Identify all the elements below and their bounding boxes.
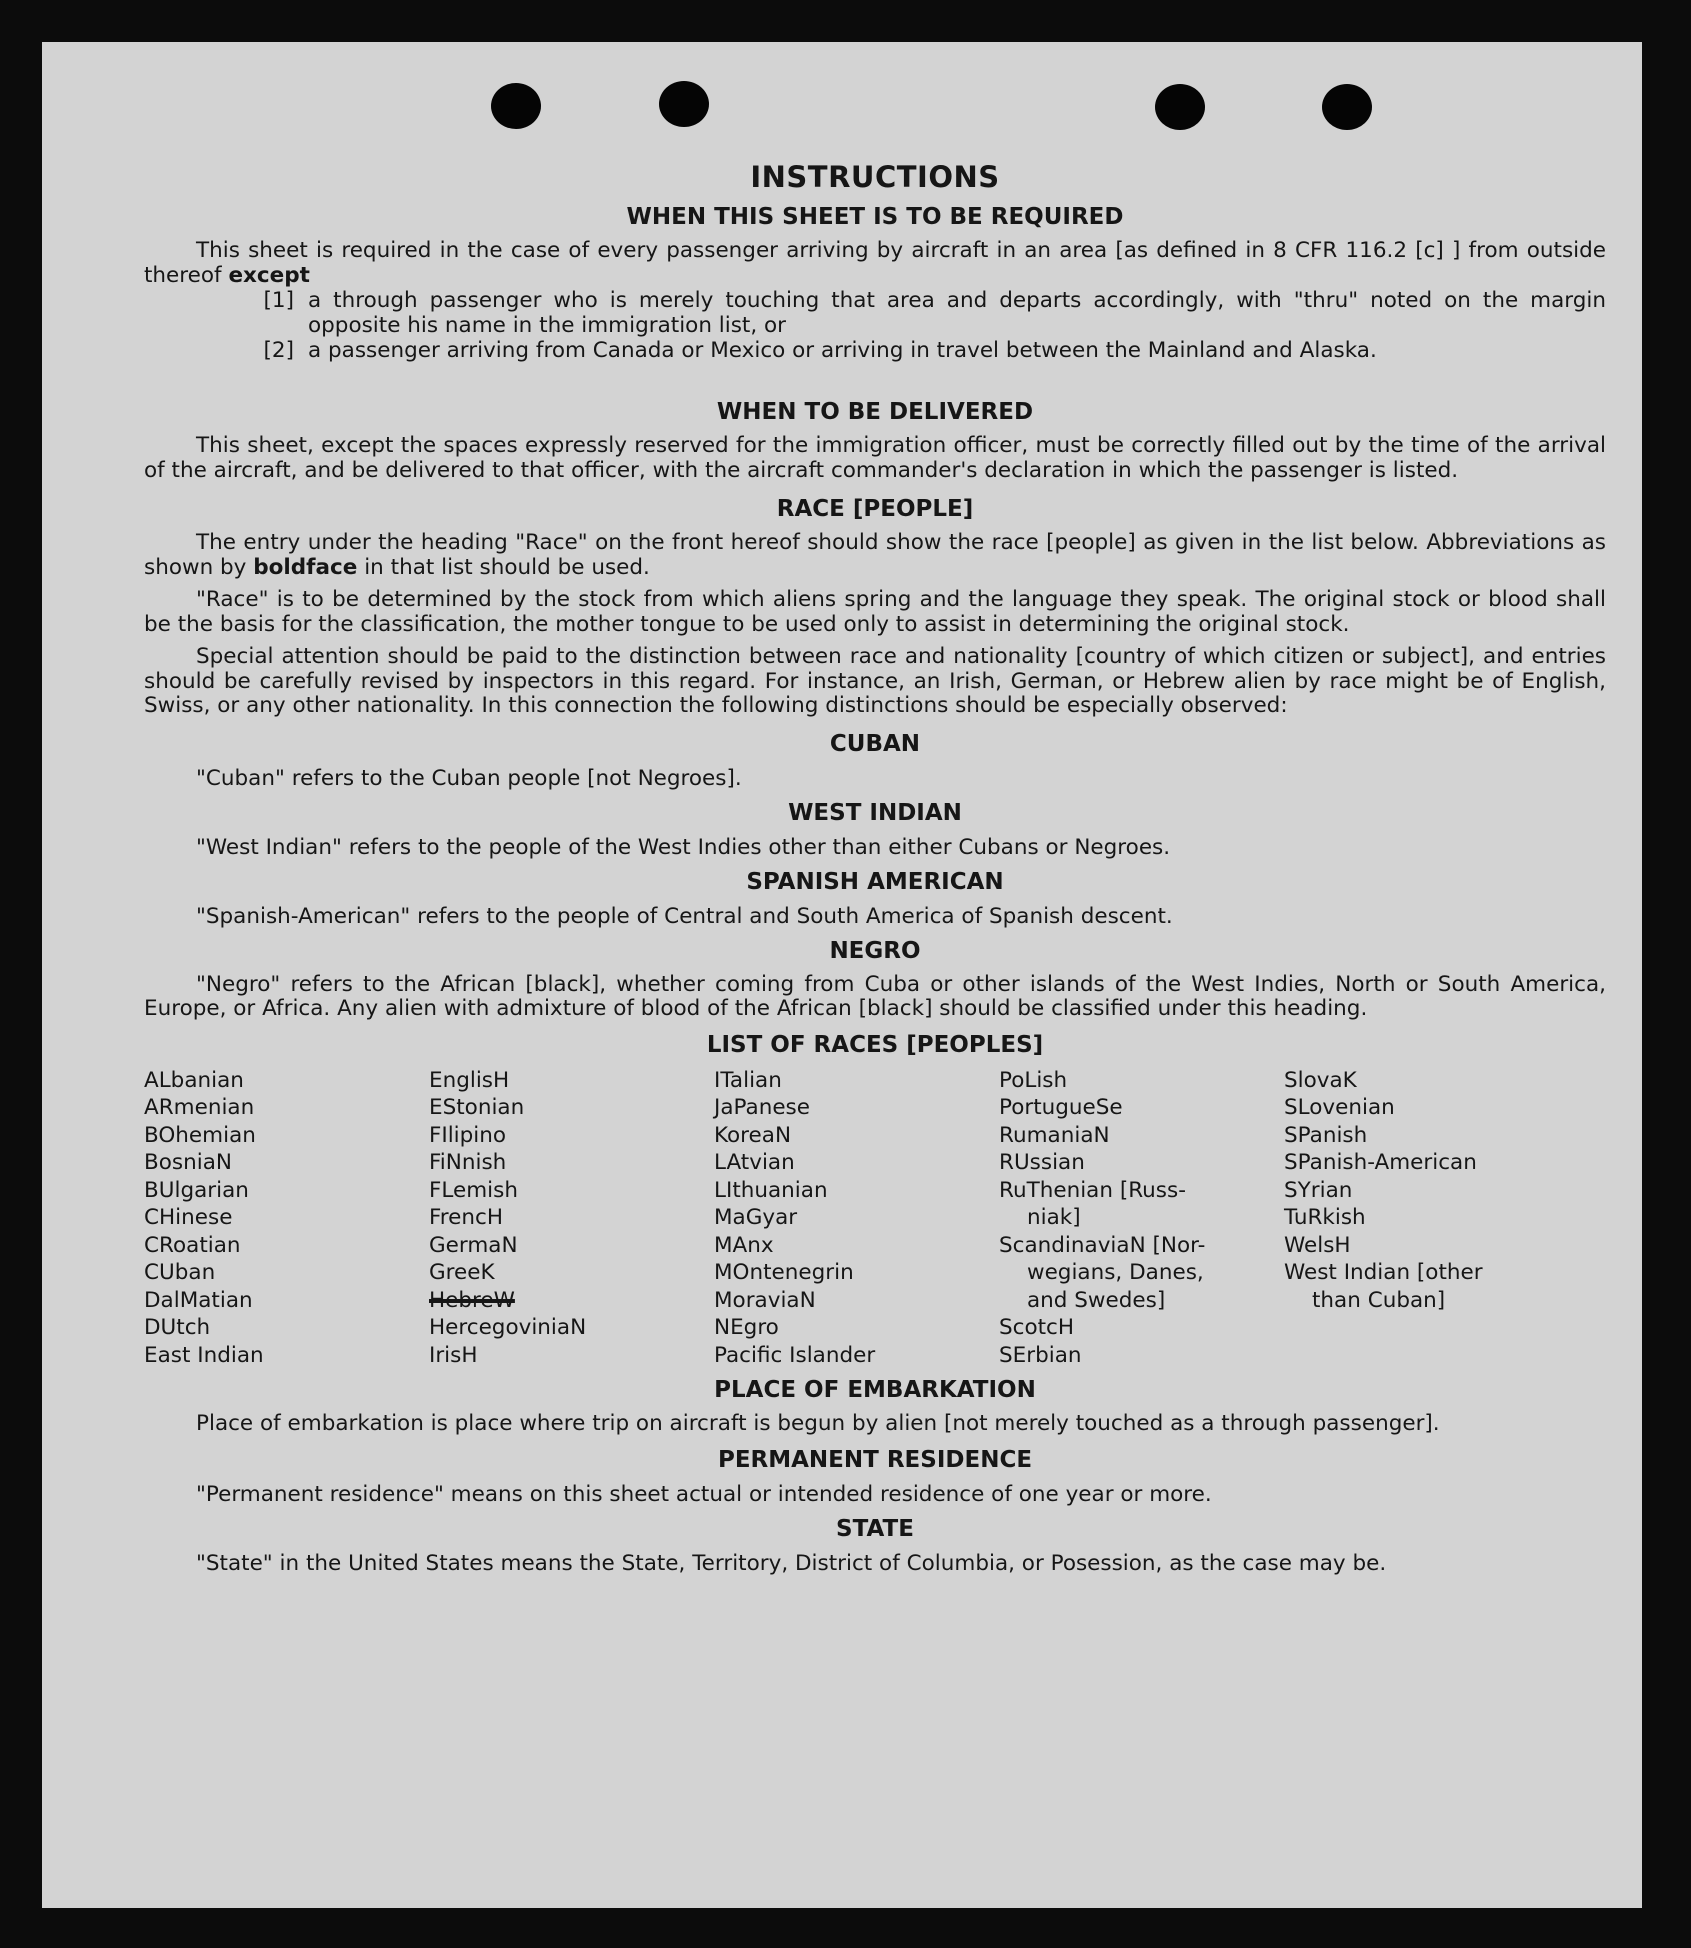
race-entry: SErbian	[999, 1342, 1082, 1368]
except-word: except	[228, 262, 310, 288]
race-entry: PoLish	[999, 1067, 1068, 1093]
race-entry: RUssian	[999, 1150, 1085, 1175]
item-number: [1]	[263, 288, 294, 313]
list-item	[144, 288, 1606, 338]
race-entry: DUtch	[144, 1315, 211, 1340]
item-text: a passenger arriving from Canada or Mexico or arriving in travel between the Mainland and Alaska.	[308, 338, 1377, 363]
race-entry: DalMatian	[144, 1287, 253, 1313]
cuban-text: "Cuban" refers to the Cuban people [not Negroes].	[196, 765, 742, 791]
race-entry-continued: and Swedes]	[1027, 1287, 1166, 1313]
race-paragraph-3: Special attention should be paid to the distinction between race and nationality [country of which citizen or subject], and entries should be carefully revised by inspectors in this regard. For instance, an Irish, German, or Hebrew alien by race might be of English, Swiss, or any other nationality. In this connection the following distinctions should be especially observed:	[144, 644, 1606, 718]
section-heading-races-list: LIST OF RACES [PEOPLES]	[706, 1031, 1044, 1058]
item-text: a through passenger who is merely touching that area and departs accordingly, with "thru" noted on the margin opposite his name in the immigration list, or	[308, 288, 1606, 338]
race-entry: ARmenian	[144, 1095, 255, 1120]
race-entry: CHinese	[144, 1205, 233, 1230]
item-number: [2]	[263, 338, 294, 363]
race-entry: LIthuanian	[714, 1177, 828, 1203]
delivered-text: This sheet, except the spaces expressly reserved for the immigration officer, must be correctly filled out by the time of the arrival of the aircraft, and be delivered to that officer, with the aircraft commander's declaration in which the passenger is listed.	[144, 433, 1606, 483]
race-entry: RuThenian [Russ-	[999, 1177, 1186, 1203]
required-intro: This sheet is required in the case of every passenger arriving by aircraft in an area [as defined in 8 CFR 116.2 [c] ] from outside thereof except	[144, 238, 1606, 288]
races-column-5	[1284, 1067, 1584, 1370]
section-heading-race: RACE [PEOPLE]	[776, 496, 974, 522]
races-column-2	[429, 1067, 714, 1370]
races-column-1	[144, 1067, 429, 1370]
section-heading-state: STATE	[836, 1515, 914, 1542]
race-entry: ALbanian	[144, 1067, 244, 1093]
section-heading-west-indian: WEST INDIAN	[788, 799, 962, 826]
section-heading-negro: NEGRO	[829, 937, 921, 964]
race-entry: MaGyar	[714, 1205, 798, 1230]
race-entry: IrisH	[429, 1342, 478, 1368]
punch-hole	[1322, 84, 1372, 130]
races-column-4	[999, 1067, 1284, 1370]
race-entry: FIlipino	[429, 1122, 507, 1148]
race-entry: FiNnish	[429, 1150, 507, 1175]
race-entry-continued: wegians, Danes,	[1027, 1260, 1204, 1285]
race-paragraph-1: The entry under the heading "Race" on the front hereof should show the race [people] as given in the list below. Abbreviations as shown by boldface in that list should be used.	[144, 530, 1606, 580]
races-table	[144, 1067, 1606, 1370]
section-heading-required: WHEN THIS SHEET IS TO BE REQUIRED	[626, 204, 1124, 230]
race-entry: GreeK	[429, 1260, 495, 1285]
residence-text: "Permanent residence" means on this sheet actual or intended residence of one year or more.	[196, 1481, 1212, 1507]
race-entry: HercegoviniaN	[429, 1315, 587, 1340]
section-heading-cuban: CUBAN	[829, 730, 921, 757]
race-entry: RumaniaN	[999, 1122, 1110, 1148]
section-heading-delivered: WHEN TO BE DELIVERED	[716, 399, 1034, 425]
race-entry: LAtvian	[714, 1150, 795, 1175]
race-paragraph-2: "Race" is to be determined by the stock from which aliens spring and the language they speak. The original stock or blood shall be the basis for the classification, the mother tongue to be used only to assist in determining the original stock.	[144, 587, 1606, 637]
race-entry: FLemish	[429, 1177, 518, 1203]
race-entry: FrencH	[429, 1205, 504, 1230]
race-entry: CRoatian	[144, 1232, 241, 1258]
race-entry: TuRkish	[1284, 1205, 1366, 1230]
embarkation-text: Place of embarkation is place where trip on aircraft is begun by alien [not merely touched as a through passenger].	[196, 1411, 1440, 1436]
race-entry-continued: niak]	[1027, 1205, 1081, 1230]
races-column-3	[714, 1067, 999, 1370]
race-entry: Pacific Islander	[714, 1342, 876, 1368]
spanish-american-text: "Spanish-American" refers to the people of Central and South America of Spanish descent.	[196, 903, 1173, 929]
race-entry: BOhemian	[144, 1122, 256, 1148]
race-entry: GermaN	[429, 1232, 518, 1258]
punch-hole	[1155, 84, 1205, 130]
race-entry: ITalian	[714, 1067, 782, 1093]
punch-hole	[659, 81, 709, 127]
state-text: "State" in the United States means the State, Territory, District of Columbia, or Posession, as the case may be.	[196, 1550, 1387, 1576]
race-entry: SlovaK	[1284, 1067, 1357, 1093]
race-entry: NEgro	[714, 1315, 779, 1340]
punch-hole	[491, 83, 541, 129]
document-sheet	[42, 42, 1642, 1908]
race-entry: West Indian [other	[1284, 1260, 1483, 1285]
race-entry: WelsH	[1284, 1232, 1351, 1258]
race-entry: CUban	[144, 1260, 216, 1285]
race-entry: SPanish-American	[1284, 1150, 1477, 1175]
race-entry: MoraviaN	[714, 1287, 816, 1313]
race-entry: ScotcH	[999, 1315, 1075, 1340]
race-entry-continued: than Cuban]	[1312, 1287, 1446, 1313]
section-heading-embarkation: PLACE OF EMBARKATION	[714, 1377, 1036, 1403]
instructions-content	[144, 160, 1606, 1585]
race-entry: SLovenian	[1284, 1095, 1395, 1120]
race-entry: MAnx	[714, 1232, 774, 1258]
list-item	[144, 338, 1606, 363]
race-entry: EStonian	[429, 1095, 525, 1120]
race-entry: BUlgarian	[144, 1177, 249, 1203]
race-entry: East Indian	[144, 1342, 264, 1368]
race-entry: EnglisH	[429, 1067, 510, 1093]
race-entry-struck: HebreW	[429, 1287, 515, 1313]
negro-text: "Negro" refers to the African [black], whether coming from Cuba or other islands of the West Indies, North or South America, Europe, or Africa. Any alien with admixture of blood of the African [black] should be classified under this heading.	[144, 971, 1606, 1021]
race-entry: JaPanese	[714, 1095, 810, 1120]
race-entry: MOntenegrin	[714, 1260, 854, 1285]
race-entry: SPanish	[1284, 1122, 1368, 1148]
section-heading-spanish-american: SPANISH AMERICAN	[746, 868, 1004, 895]
race-entry: PortugueSe	[999, 1095, 1123, 1120]
race-entry: KoreaN	[714, 1122, 792, 1148]
race-entry: ScandinaviaN [Nor-	[999, 1232, 1206, 1258]
west-indian-text: "West Indian" refers to the people of the West Indies other than either Cubans or Negroes.	[196, 834, 1171, 860]
race-entry: SYrian	[1284, 1177, 1353, 1203]
section-heading-residence: PERMANENT RESIDENCE	[717, 1446, 1033, 1473]
page-title: INSTRUCTIONS	[750, 160, 1000, 194]
race-entry: BosniaN	[144, 1150, 232, 1175]
